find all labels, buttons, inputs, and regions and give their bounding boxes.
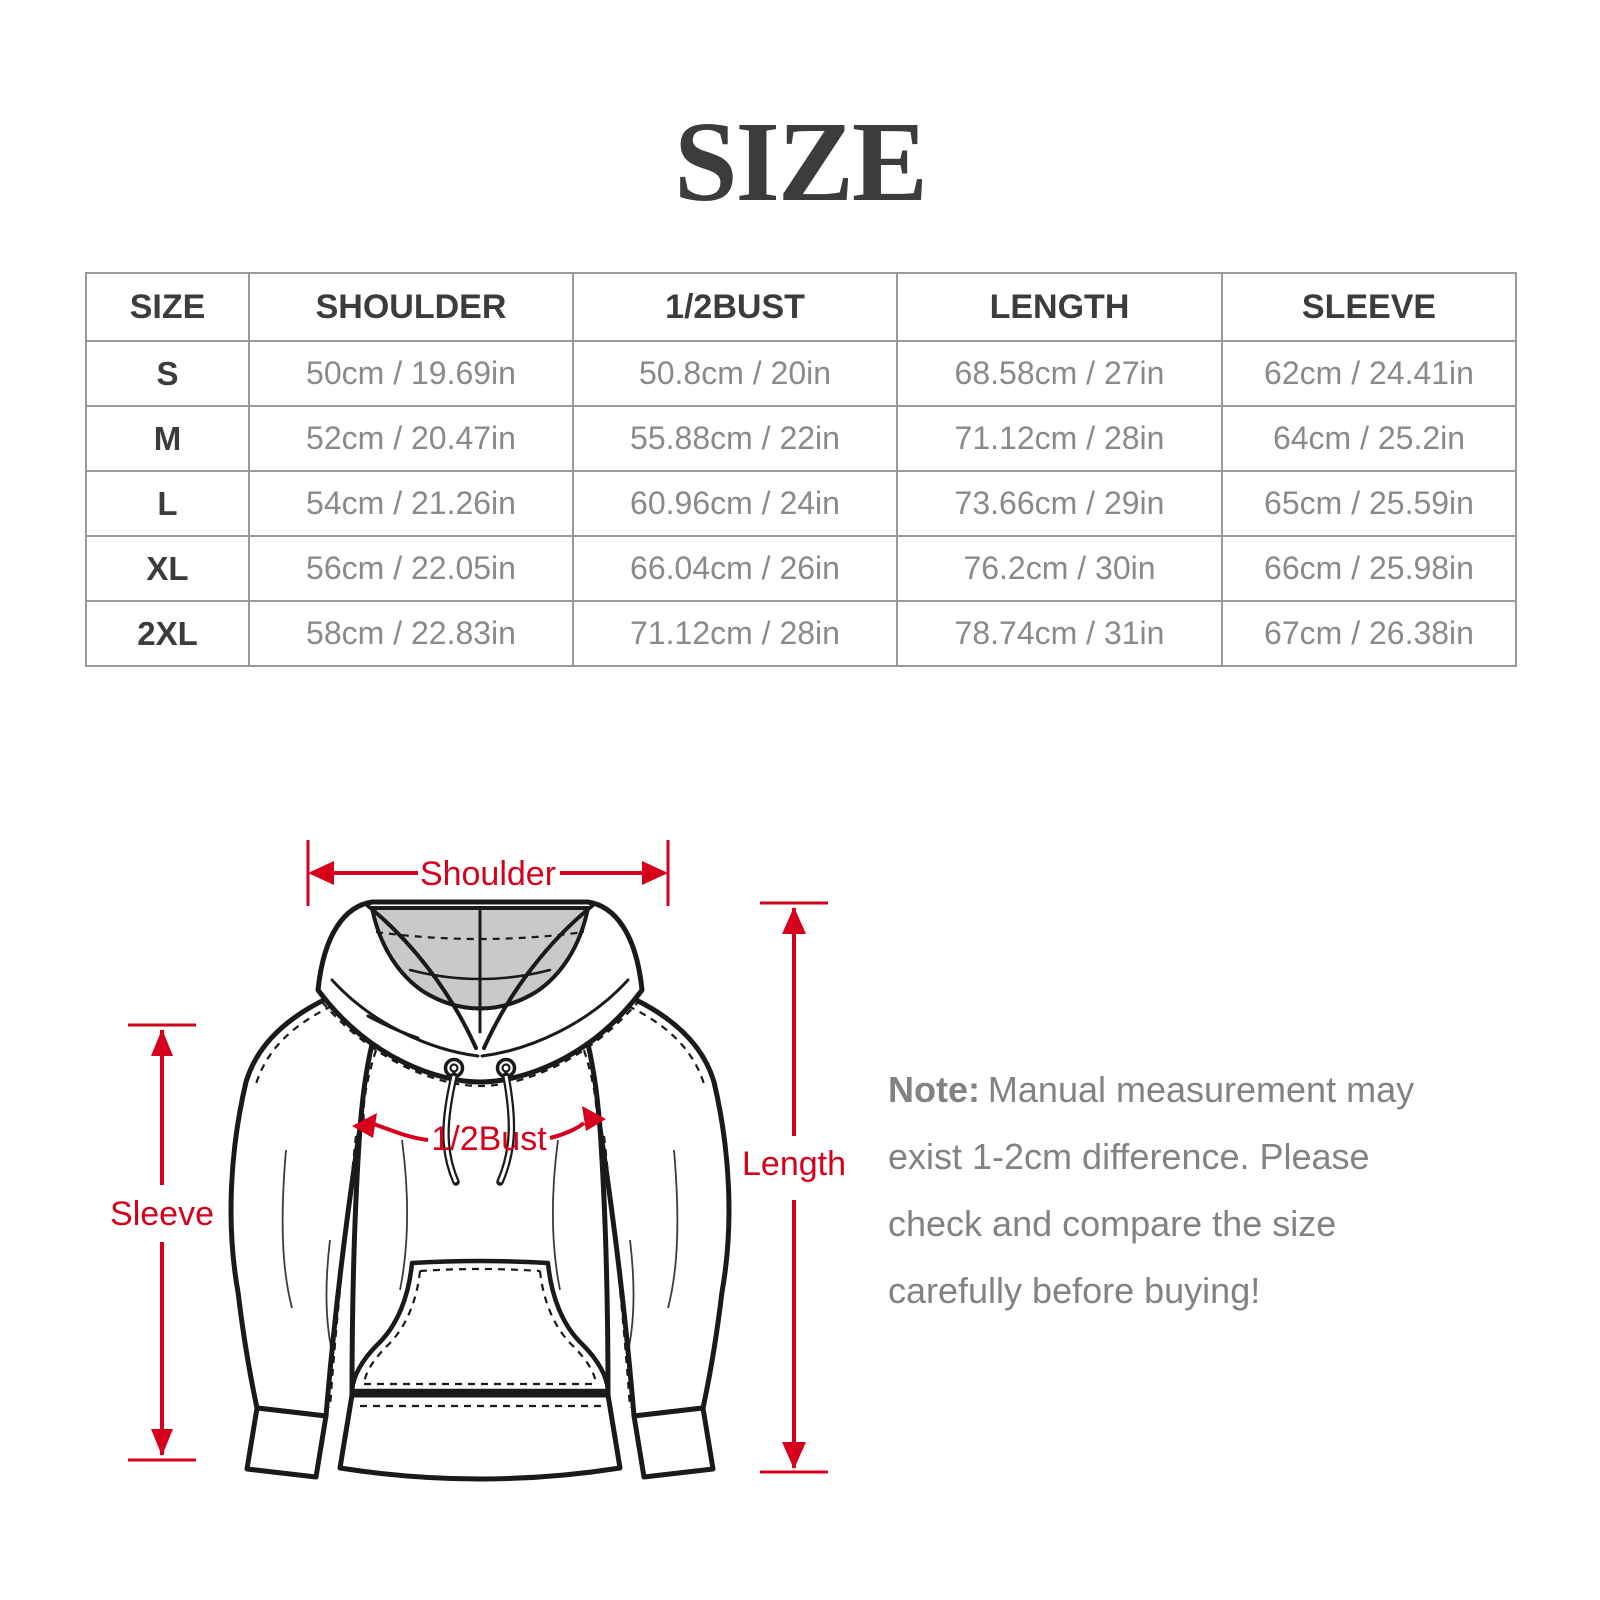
table-row xyxy=(86,341,1516,406)
cell-sleeve: 65cm / 25.59in xyxy=(1222,471,1516,536)
cell-shoulder: 54cm / 21.26in xyxy=(249,471,573,536)
cell-sleeve: 64cm / 25.2in xyxy=(1222,406,1516,471)
shoulder-dimension xyxy=(308,840,668,906)
col-header-size: SIZE xyxy=(86,273,249,341)
cell-shoulder: 52cm / 20.47in xyxy=(249,406,573,471)
cell-bust: 50.8cm / 20in xyxy=(573,341,897,406)
cell-shoulder: 58cm / 22.83in xyxy=(249,601,573,666)
table-row xyxy=(86,536,1516,601)
table-row xyxy=(86,471,1516,536)
col-header-bust: 1/2BUST xyxy=(573,273,897,341)
cell-length: 71.12cm / 28in xyxy=(897,406,1222,471)
cell-length: 68.58cm / 27in xyxy=(897,341,1222,406)
cell-bust: 66.04cm / 26in xyxy=(573,536,897,601)
cell-size: L xyxy=(86,471,249,536)
measurement-note xyxy=(888,1056,1433,1324)
bust-dimension xyxy=(352,1106,606,1158)
cell-sleeve: 67cm / 26.38in xyxy=(1222,601,1516,666)
cell-size: M xyxy=(86,406,249,471)
cell-size: 2XL xyxy=(86,601,249,666)
cell-length: 76.2cm / 30in xyxy=(897,536,1222,601)
sleeve-dimension-label: Sleeve xyxy=(110,1195,214,1233)
cell-length: 78.74cm / 31in xyxy=(897,601,1222,666)
size-table xyxy=(85,272,1515,667)
cell-bust: 55.88cm / 22in xyxy=(573,406,897,471)
table-row xyxy=(86,601,1516,666)
cell-sleeve: 62cm / 24.41in xyxy=(1222,341,1516,406)
cell-size: XL xyxy=(86,536,249,601)
col-header-shoulder: SHOULDER xyxy=(249,273,573,341)
note-text: Manual measurement may exist 1-2cm difference. Please check and compare the size carefully before buying! xyxy=(888,1069,1415,1311)
cell-bust: 71.12cm / 28in xyxy=(573,601,897,666)
bust-dimension-label: 1/2Bust xyxy=(431,1120,547,1158)
cell-size: S xyxy=(86,341,249,406)
table-row xyxy=(86,406,1516,471)
length-dimension xyxy=(742,903,846,1472)
cell-sleeve: 66cm / 25.98in xyxy=(1222,536,1516,601)
table-header-row xyxy=(86,273,1516,341)
cell-length: 73.66cm / 29in xyxy=(897,471,1222,536)
col-header-length: LENGTH xyxy=(897,273,1222,341)
page-title: SIZE xyxy=(674,98,926,225)
cell-shoulder: 50cm / 19.69in xyxy=(249,341,573,406)
sleeve-dimension xyxy=(110,1025,214,1460)
note-label: Note: xyxy=(888,1069,980,1110)
cell-shoulder: 56cm / 22.05in xyxy=(249,536,573,601)
shoulder-dimension-label: Shoulder xyxy=(419,855,557,893)
col-header-sleeve: SLEEVE xyxy=(1222,273,1516,341)
cell-bust: 60.96cm / 24in xyxy=(573,471,897,536)
length-dimension-label: Length xyxy=(742,1145,846,1183)
